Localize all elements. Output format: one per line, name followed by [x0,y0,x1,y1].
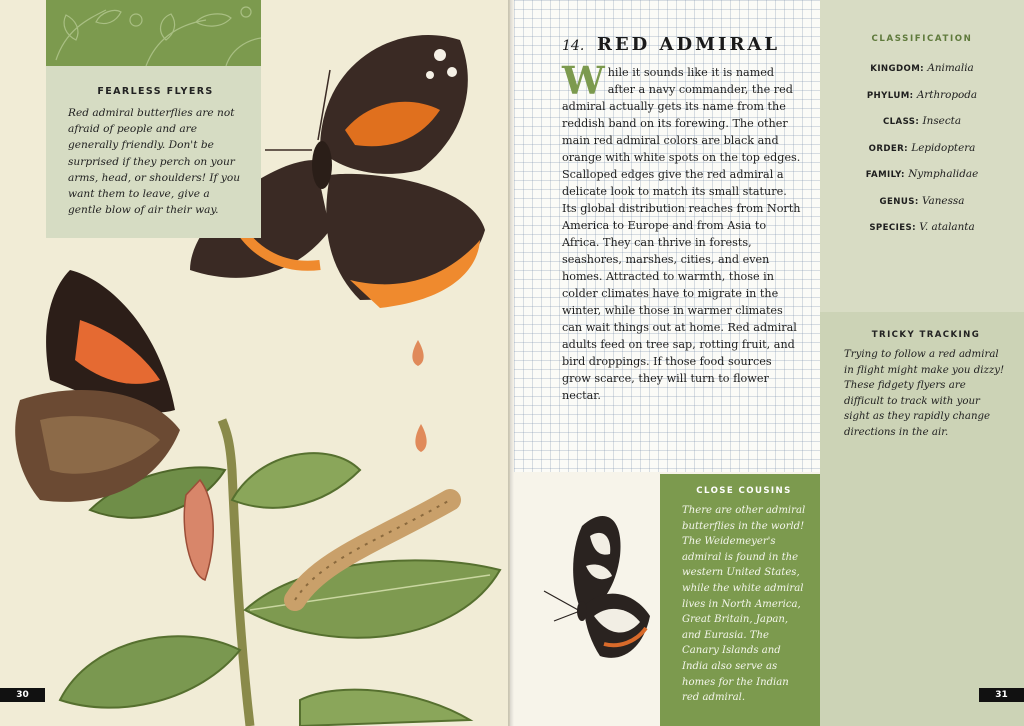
entry-title: RED ADMIRAL [597,34,781,55]
tricky-tracking-body: Trying to follow a red admiral in flight might make you dizzy! These fidgety flyers are difficult to track with your sight as they rapidly change directions in the air. [844,349,1005,438]
entry-number: 14. [562,38,585,54]
close-cousins-title: CLOSE COUSINS [696,486,792,496]
red-admiral-butterfly-side-icon [15,270,180,502]
close-cousins-sidebar [660,474,820,726]
classification-row [820,136,1024,163]
classification-key: CLASS: [882,117,920,127]
classification-key: PHYLUM: [866,90,914,101]
sidebar-title: FEARLESS FLYERS [97,86,214,97]
droplet-icon [412,340,423,366]
classification-title: CLASSIFICATION [871,34,973,44]
classification-row [820,189,1024,216]
classification-key: KINGDOM: [870,64,924,74]
classification-key: GENUS: [879,196,919,207]
leaf-pattern-band [46,0,261,66]
nettle-leaf-icon [245,560,500,637]
page-title [562,34,780,55]
leaf-pattern-icon [46,0,261,66]
nettle-leaf-icon [232,453,360,508]
weidemeyers-admiral-butterfly-icon [524,496,660,676]
classification-value: V. atalanta [919,221,975,233]
article-body [562,58,802,404]
classification-row [820,215,1024,242]
classification-row [820,83,1024,110]
sidebar-body: Red admiral butterflies are not afraid of people and are generally friendly. Don't be surprised if they perch on your arms, head, or shoulders! If you want them to leave, give a gentle blow of air their way. [68,107,241,217]
nettle-leaf-icon [60,636,240,707]
chrysalis-icon [184,480,213,580]
classification-key: SPECIES: [869,223,916,233]
tricky-tracking-title: TRICKY TRACKING [871,330,981,340]
classification-value: Animalia [927,62,974,74]
article-text: hile it sounds like it is named after a navy commander, the red admiral actually gets its name from the reddish band on its forewing. The other main red admiral colors are black and orange with white spots on the top edges. Scalloped edges give the red admiral a delicate look to match its small stature. Its global distribution reaches from North America to Europe and from Asia to Africa. They can thrive in forests, seashores, marshes, cities, and even homes. Attracted to warmth, those in colder climates have to migrate in the winter, while those in warmer climates can wait things out at home. Red admiral adults feed on tree sap, rotting fruit, and bird droppings. If those food sources grow scarce, they will turn to flower nectar. [562,66,801,402]
page-number: 31 [979,688,1024,702]
nettle-leaf-icon [300,690,470,726]
classification-value: Arthropoda [916,88,978,101]
classification-key: ORDER: [868,143,908,154]
classification-value: Lepidoptera [911,141,976,154]
classification-value: Insecta [922,115,962,127]
classification-row [820,56,1024,83]
right-page [510,0,1024,726]
close-cousins-body: There are other admiral butterflies in the world! The Weidemeyer's admiral is found in the western United States, while the white admiral lives in North America, Great Britain, Japan, and Eurasia. The Canary Islands and India also serve as homes for the Indian red admiral. [682,505,806,704]
page-number: 30 [0,688,45,702]
classification-panel [820,0,1024,312]
classification-row [820,109,1024,136]
fearless-flyers-sidebar [46,66,261,238]
classification-value: Nymphalidae [908,168,979,180]
tricky-tracking-sidebar [820,312,1024,726]
left-page [0,0,510,726]
classification-key: FAMILY: [865,170,905,180]
drop-cap: W [562,58,605,103]
droplet-icon [415,424,426,452]
classification-row [820,162,1024,189]
classification-value: Vanessa [921,194,965,207]
book-gutter [508,0,514,726]
